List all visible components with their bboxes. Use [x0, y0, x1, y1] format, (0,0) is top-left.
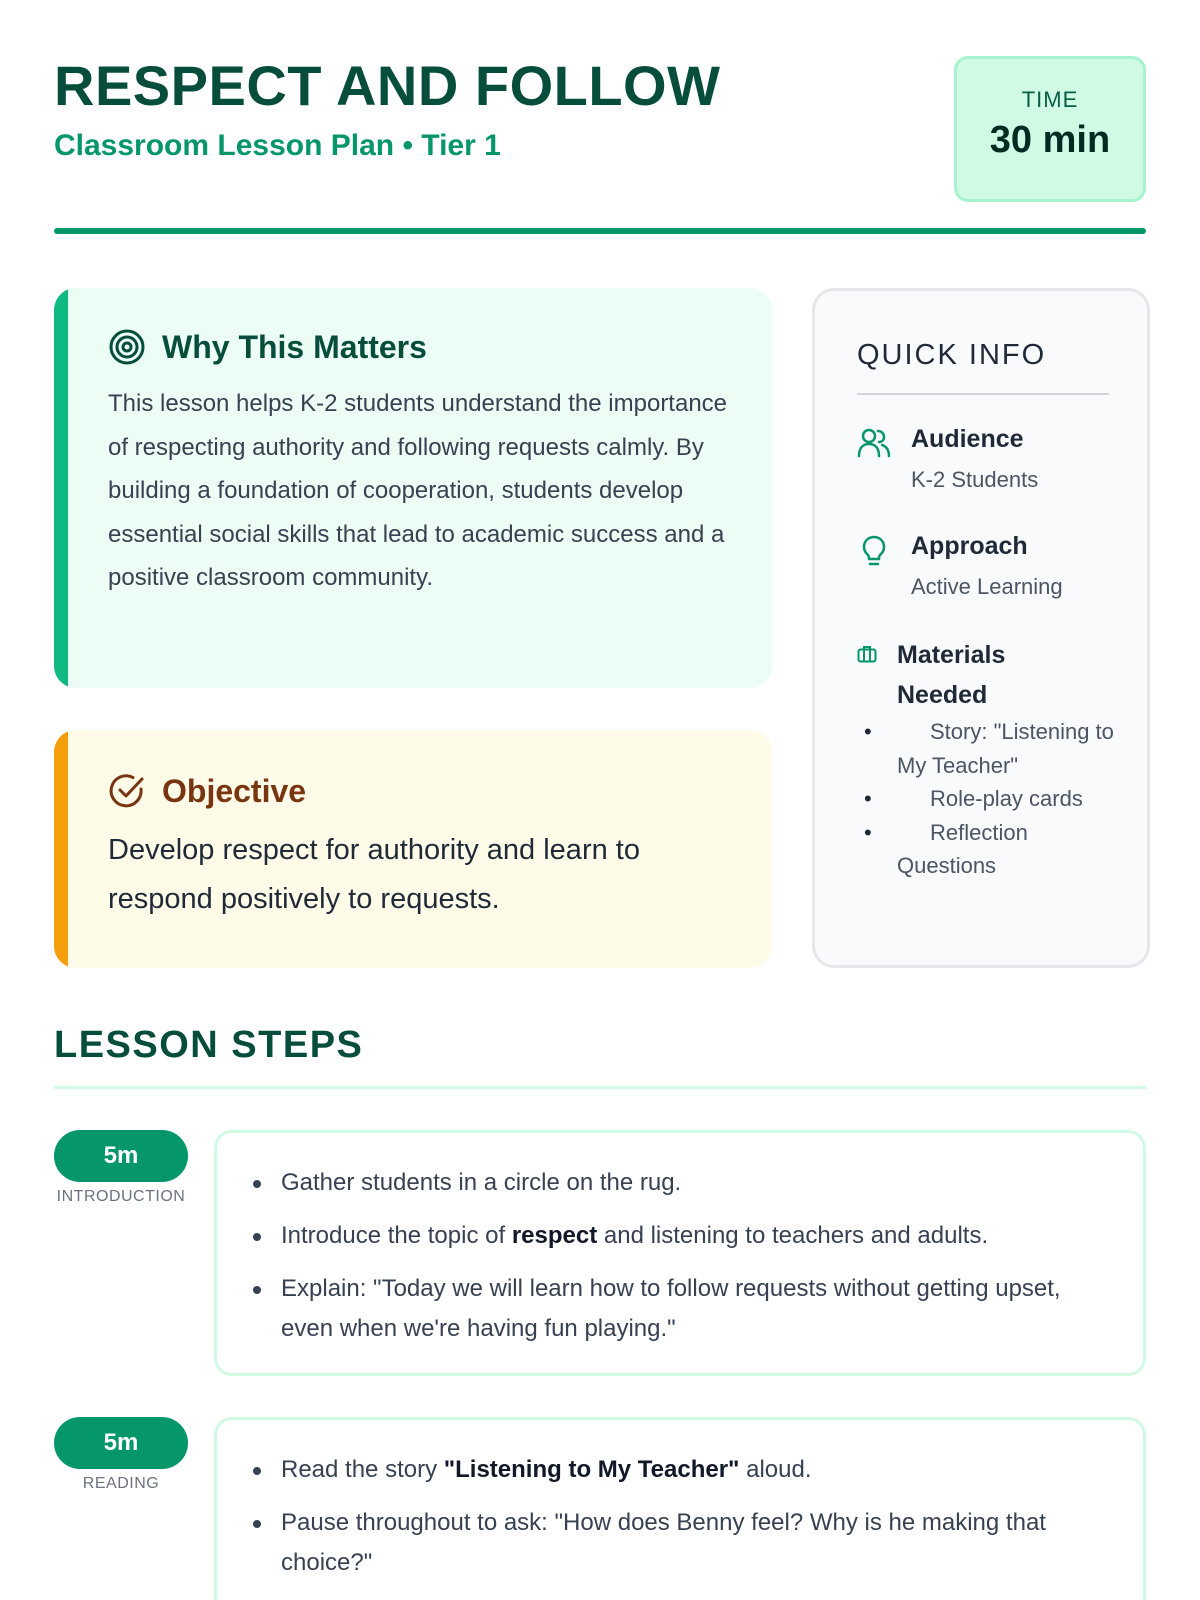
step-bullet-list: [217, 1133, 1143, 1349]
step-label: READING: [82, 1475, 160, 1492]
materials-list-item: • Story: "Listening to My Teacher": [897, 715, 1117, 782]
audience-label: Audience: [911, 425, 1024, 453]
step-bullet: Pause throughout to ask: "How does Benny feel? Why is he making that choice?": [249, 1503, 1103, 1583]
lesson-steps-title: LESSON STEPS: [54, 1024, 364, 1066]
objective-accent-bar: [54, 730, 68, 968]
step-card-reading: [214, 1417, 1146, 1600]
materials-list-item: • Role-play cards: [897, 782, 1117, 816]
objective-card: [54, 730, 772, 968]
step-card-introduction: [214, 1130, 1146, 1376]
approach-label: Approach: [911, 532, 1028, 560]
header: [54, 56, 1146, 206]
objective-heading: [108, 772, 306, 810]
time-badge: [954, 56, 1146, 202]
check-circle-icon: [108, 772, 146, 810]
why-heading: [108, 328, 427, 366]
why-accent-bar: [54, 288, 68, 688]
step-bullet: Read the story "Listening to My Teacher" aloud.: [249, 1450, 1103, 1490]
step-bullet: Gather students in a circle on the rug.: [249, 1163, 1103, 1203]
step-bullet: Explain: "Today we will learn how to follow requests without getting upset, even when we're having fun playing.": [249, 1269, 1103, 1349]
header-divider: [54, 228, 1146, 234]
lightbulb-icon: [857, 534, 891, 568]
approach-value: Active Learning: [911, 574, 1063, 599]
time-value: 30 min: [989, 119, 1111, 161]
page-subtitle: Classroom Lesson Plan • Tier 1: [54, 129, 501, 162]
materials-list-item: • Reflection Questions: [897, 816, 1117, 883]
quick-info-divider: [857, 393, 1109, 395]
step-label: INTRODUCTION: [56, 1188, 186, 1205]
lesson-steps-divider: [54, 1086, 1146, 1089]
page-title: RESPECT AND FOLLOW: [54, 54, 721, 117]
target-icon: [108, 328, 146, 366]
why-title: Why This Matters: [162, 328, 427, 365]
why-card: [54, 288, 772, 688]
materials-label: Materials Needed: [897, 641, 1006, 709]
step-duration-badge: 5m: [54, 1417, 188, 1469]
materials-list: [897, 715, 1117, 883]
objective-body: Develop respect for authority and learn to respond positively to requests.: [108, 834, 640, 915]
time-label: TIME: [1021, 87, 1079, 112]
briefcase-icon: [857, 645, 877, 663]
users-icon: [857, 427, 891, 459]
quick-info-panel: [812, 288, 1150, 968]
step-duration-badge: 5m: [54, 1130, 188, 1182]
step-bullet-list: [217, 1420, 1143, 1583]
why-body: This lesson helps K-2 students understand the importance of respecting authority and following requests calmly. By building a foundation of cooperation, students develop essential social skills that lead to academic success and a positive classroom community.: [108, 390, 728, 591]
audience-value: K-2 Students: [911, 467, 1039, 492]
step-bullet: Introduce the topic of respect and listening to teachers and adults.: [249, 1216, 1103, 1256]
quick-info-title: QUICK INFO: [857, 339, 1047, 371]
objective-title: Objective: [162, 772, 307, 809]
